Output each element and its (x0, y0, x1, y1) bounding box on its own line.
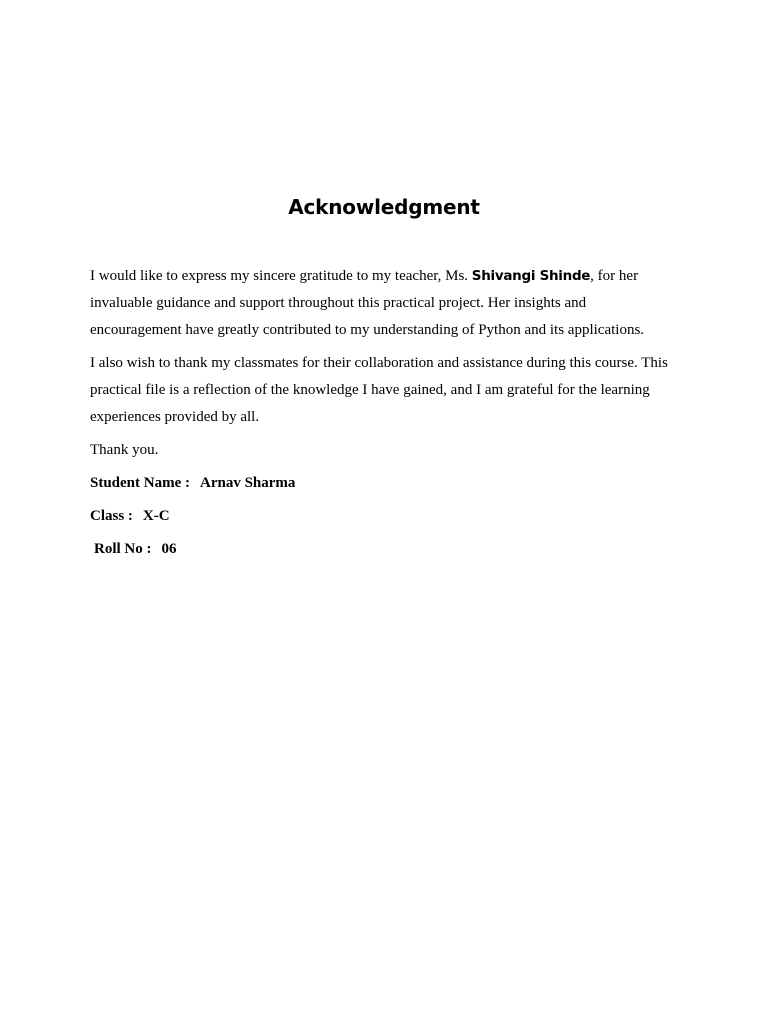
student-name-line (90, 470, 680, 497)
roll-no-line (90, 536, 680, 563)
paragraph-gratitude-start: I would like to express my sincere gratitude to my teacher, Ms. (90, 268, 472, 284)
paragraph-gratitude (90, 263, 680, 344)
class-line (90, 503, 680, 530)
student-name-value: Arnav Sharma (200, 475, 296, 491)
roll-no-label: Roll No : (94, 541, 152, 557)
paragraph-classmates: I also wish to thank my classmates for their collaboration and assistance during this course. This practical file is a reflection of the knowledge I have gained, and I am grateful for the learning experiences provided by all. (90, 355, 668, 425)
closing-text: Thank you. (90, 442, 159, 458)
roll-no-value: 06 (161, 541, 177, 557)
teacher-name: Shivangi Shinde (471, 268, 591, 284)
class-value: X-C (142, 508, 170, 524)
page-title: Acknowledgment (288, 195, 480, 219)
class-label: Class : (90, 508, 133, 524)
paragraph-gratitude-end: , for her invaluable guidance and support throughout this practical project. Her insights and encouragement have greatly contributed to my understanding of Python and its applications. (90, 268, 645, 338)
student-name-label: Student Name : (90, 475, 190, 491)
document-body (90, 263, 680, 569)
